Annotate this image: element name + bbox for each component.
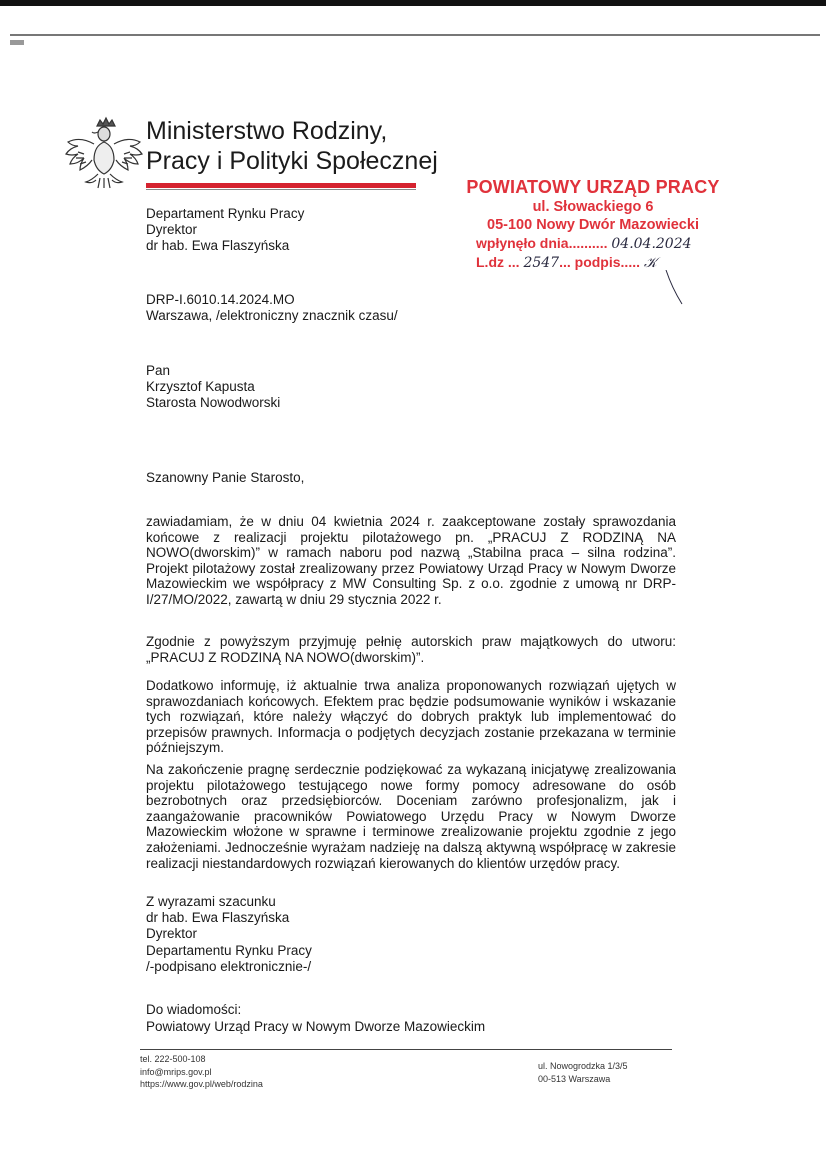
footer-email[interactable]: info@mrips.gov.pl [140, 1066, 212, 1077]
ministry-name-line1: Ministerstwo Rodziny, [146, 117, 388, 145]
body-paragraph-3: Dodatkowo informuję, iż aktualnie trwa analiza proponowanych rozwiązań ujętych w sprawozdaniach końcowych. Efektem prac będzie podsumowanie wyników i wskazanie tych rozwiązań, które należy włączyć do dobrych praktyk lub implementować do przepisów prawnych. Informacja o podjętych decyzjach zostanie przekazana w terminie późniejszym. [146, 678, 676, 756]
cc-block [146, 1002, 485, 1035]
stamp-signature-label: podpis [574, 254, 621, 270]
stamp-ldz-row: L.dz ... 2547... podpis..... 𝒦 [476, 254, 657, 271]
stamp-city: 05-100 Nowy Dwór Mazowiecki [487, 217, 699, 233]
ministry-name [146, 116, 438, 176]
polish-eagle-emblem-icon [64, 112, 144, 194]
ministry-name-line2: Pracy i Polityki Społecznej [146, 147, 438, 175]
footer-address [538, 1060, 628, 1085]
signature-stroke [664, 270, 684, 306]
sender-block [146, 206, 304, 255]
recipient-salutation: Pan [146, 363, 171, 378]
footer-address-street: ul. Nowogrodzka 1/3/5 [538, 1061, 628, 1071]
scan-mark [10, 40, 24, 45]
closing-block [146, 894, 312, 975]
body-paragraph-2: Zgodnie z powyższym przyjmuję pełnię autorskich praw majątkowych do utworu: „PRACUJ Z RODZINĄ NA NOWO(dworskim)”. [146, 634, 676, 665]
incoming-stamp [462, 176, 724, 272]
stamp-title: POWIATOWY URZĄD PRACY [466, 177, 720, 197]
greeting: Szanowny Panie Starosto, [146, 470, 305, 485]
closing-name: dr hab. Ewa Flaszyńska [146, 910, 290, 926]
stamp-received-value: 04.04.2024 [611, 236, 692, 252]
reference-number: DRP-I.6010.14.2024.MO [146, 292, 295, 307]
body-paragraph-1: zawiadamiam, że w dniu 04 kwietnia 2024 r. zaakceptowane zostały sprawozdania końcowe z realizacji projektu pilotażowego pn. „PRACUJ Z RODZINĄ NA NOWO(dworskim)” w ramach naboru pod nazwą „Stabilna praca – silna rodzina”. Projekt pilotażowy został zrealizowany przez Powiatowy Urząd Pracy w Nowym Dworze Mazowieckim we współpracy z MW Consulting Sp. z o.o. zgodnie z umową nr DRP-I/27/MO/2022, zawartą w dniu 29 stycznia 2022 r. [146, 514, 676, 607]
sender-role: Dyrektor [146, 222, 198, 238]
cc-recipient: Powiatowy Urząd Pracy w Nowym Dworze Mazowieckim [146, 1018, 486, 1034]
stamp-signature: 𝒦 [643, 255, 657, 271]
scan-line [10, 34, 820, 36]
body-paragraph-4: Na zakończenie pragnę serdecznie podziękować za wykazaną inicjatywę zrealizowania projektu pilotażowego testującego nowe formy pomocy adresowane do osób bezrobotnych oraz przedsiębiorców. Doceniam zarówno profesjonalizm, jak i zaangażowanie pracowników Powiatowego Urzędu Pracy w Nowym Dworze Mazowieckim włożone w sprawne i terminowe zrealizowanie projektu zgodnie z jego założeniami. Jednocześnie wyrażam nadzieję na dalszą aktywną współpracę w zakresie realizacji niestandardowych rozwiązań kierowanych do klientów urzędów pracy. [146, 762, 676, 871]
recipient-block [146, 363, 280, 412]
sender-department: Departament Rynku Pracy [146, 206, 305, 221]
closing-department: Departamentu Rynku Pracy [146, 942, 312, 958]
stamp-received-row: wpłynęło dnia.......... 04.04.2024 [476, 235, 692, 252]
reference-block [146, 292, 398, 324]
recipient-title: Starosta Nowodworski [146, 395, 281, 411]
stamp-received-label: wpłynęło dnia [476, 235, 569, 251]
stamp-ldz-label: L.dz [476, 254, 504, 270]
footer-divider [140, 1049, 672, 1050]
footer-contact [140, 1053, 263, 1091]
cc-label: Do wiadomości: [146, 1002, 242, 1017]
closing-regards: Z wyrazami szacunku [146, 894, 276, 909]
closing-signed: /-podpisano elektronicznie-/ [146, 958, 312, 974]
scan-edge [0, 0, 826, 6]
ministry-divider [146, 189, 416, 190]
closing-role: Dyrektor [146, 926, 198, 942]
recipient-name: Krzysztof Kapusta [146, 379, 255, 395]
stamp-ldz-value: 2547 [523, 255, 560, 271]
footer-address-city: 00-513 Warszawa [538, 1073, 611, 1084]
stamp-street: ul. Słowackiego 6 [532, 199, 654, 215]
reference-place-date: Warszawa, /elektroniczny znacznik czasu/ [146, 308, 398, 324]
ministry-accent-bar [146, 183, 416, 188]
footer-phone: tel. 222-500-108 [140, 1054, 206, 1064]
sender-name: dr hab. Ewa Flaszyńska [146, 238, 290, 254]
footer-website[interactable]: https://www.gov.pl/web/rodzina [140, 1079, 263, 1089]
